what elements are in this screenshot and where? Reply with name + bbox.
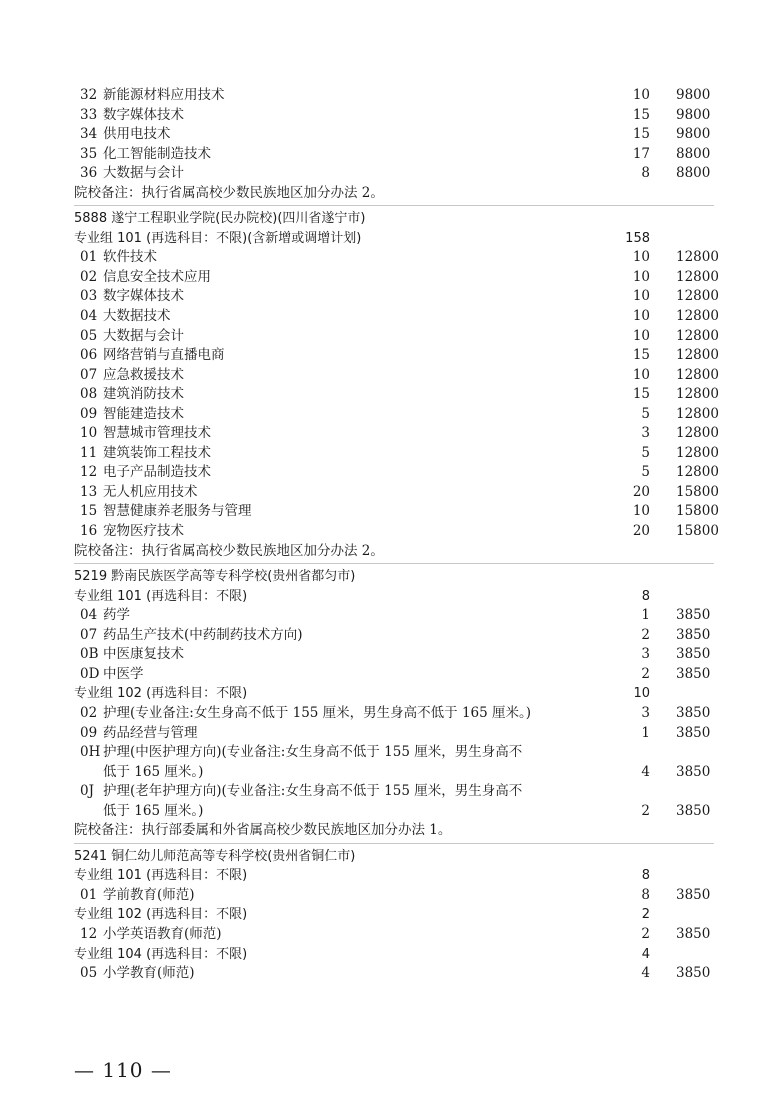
major-row [0,743,777,763]
major-name: 智慧健康养老服务与管理 [103,503,252,520]
tuition-fee: 12800 [676,366,719,383]
major-code: 05 [80,327,98,344]
plan-count: 20 [632,483,650,500]
school-section [0,203,777,561]
major-code: 0B [80,646,99,663]
major-row [0,444,777,464]
group-plan-count: 10 [633,686,650,702]
major-code: 0H [80,744,101,761]
major-row [0,346,777,366]
major-name: 建筑消防技术 [103,386,184,403]
tuition-fee: 3850 [676,665,711,682]
major-name: 新能源材料应用技术 [103,87,225,103]
major-row [0,626,777,646]
major-row [0,385,777,405]
major-row [0,645,777,665]
major-group-label: 专业组 104 (再选科目：不限) [74,946,248,962]
section-divider [74,205,714,206]
plan-count: 2 [641,802,650,819]
major-row [0,125,777,145]
major-name: 化工智能制造技术 [103,145,211,162]
school-note-row [0,184,777,204]
school-name: 5241 铜仁幼儿师范高等专科学校(贵州省铜仁市) [74,848,356,864]
plan-count: 3 [641,646,650,663]
major-code: 09 [80,405,98,422]
major-code: 0D [80,665,100,682]
major-group-row [0,587,777,607]
major-code: 33 [80,106,98,123]
major-name: 大数据与会计 [103,165,184,182]
major-code: 04 [80,607,98,624]
major-group-row [0,684,777,704]
major-name: 无人机应用技术 [103,483,198,500]
tuition-fee: 9800 [676,87,711,103]
tuition-fee: 12800 [676,464,719,481]
section-divider [74,843,714,844]
major-row [0,606,777,626]
plan-count: 4 [641,965,650,982]
major-group-row [0,866,777,886]
plan-count: 10 [632,366,650,383]
plan-count: 10 [632,327,650,344]
plan-count: 15 [632,347,650,364]
plan-count: 8 [641,165,650,182]
major-row [0,665,777,685]
tuition-fee: 3850 [676,626,711,643]
major-row [0,463,777,483]
plan-count: 17 [632,145,650,162]
major-name: 学前教育(师范) [103,886,195,903]
major-row [0,964,777,984]
group-plan-count: 8 [641,588,650,604]
major-name: 应急救援技术 [103,366,184,383]
major-group-row [0,229,777,249]
plan-count: 2 [641,925,650,942]
major-row-continued [0,763,777,783]
plan-count: 3 [641,425,650,442]
tuition-fee: 12800 [676,386,719,403]
school-section [0,841,777,984]
section-divider [74,563,714,564]
major-row [0,405,777,425]
major-group-label: 专业组 102 (再选科目：不限) [74,907,248,923]
tuition-fee: 3850 [676,965,711,982]
major-row [0,502,777,522]
tuition-fee: 12800 [676,327,719,344]
major-name: 药品经营与管理 [103,724,198,741]
major-code: 10 [80,425,98,442]
tuition-fee: 12800 [676,308,719,325]
major-code: 35 [80,145,98,162]
major-row [0,327,777,347]
major-name: 大数据与会计 [103,327,184,344]
major-row [0,522,777,542]
major-code: 07 [80,626,98,643]
major-group-label: 专业组 101 (再选科目：不限) [74,868,248,884]
major-code: 32 [80,87,98,103]
plan-count: 10 [632,87,650,103]
plan-count: 10 [632,308,650,325]
plan-count: 15 [632,106,650,123]
school-header-row [0,567,777,587]
major-code: 03 [80,288,98,305]
major-code: 12 [80,464,98,481]
major-name: 小学英语教育(师范) [103,925,222,942]
school-section [0,86,777,203]
tuition-fee: 8800 [676,165,711,182]
major-name: 药学 [103,607,130,624]
major-code: 02 [80,704,98,721]
tuition-fee: 9800 [676,106,711,123]
tuition-fee: 12800 [676,288,719,305]
school-note-row [0,542,777,562]
tuition-fee: 12800 [676,444,719,461]
plan-count: 20 [632,523,650,540]
major-row [0,248,777,268]
major-code: 34 [80,126,98,143]
tuition-fee: 12800 [676,249,719,266]
major-name: 供用电技术 [103,126,171,143]
major-code: 11 [80,444,98,461]
major-row [0,704,777,724]
major-code: 16 [80,523,98,540]
group-plan-count: 8 [641,868,650,884]
plan-count: 8 [641,886,650,903]
major-code: 12 [80,925,98,942]
school-note: 院校备注：执行省属高校少数民族地区加分办法 2。 [74,542,384,559]
major-group-row [0,905,777,925]
tuition-fee: 3850 [676,802,711,819]
major-name-continued: 低于 165 厘米。) [103,763,204,780]
plan-count: 10 [632,249,650,266]
plan-count: 15 [632,386,650,403]
major-code: 0J [80,783,95,800]
major-name: 智慧城市管理技术 [103,425,211,442]
tuition-fee: 15800 [676,523,719,540]
tuition-fee: 15800 [676,483,719,500]
tuition-fee: 3850 [676,763,711,780]
major-row [0,483,777,503]
major-row [0,886,777,906]
major-row [0,268,777,288]
plan-count: 3 [641,704,650,721]
major-name: 电子产品制造技术 [103,464,211,481]
group-plan-count: 4 [641,946,650,962]
major-code: 05 [80,965,98,982]
major-code: 06 [80,347,98,364]
major-name: 数字媒体技术 [103,288,184,305]
major-row [0,307,777,327]
major-name: 护理(专业备注:女生身高不低于 155 厘米，男生身高不低于 165 厘米。) [103,704,532,721]
school-header-row [0,209,777,229]
major-code: 02 [80,268,98,285]
major-code: 01 [80,249,98,266]
major-row [0,145,777,165]
plan-count: 15 [632,126,650,143]
major-name: 建筑装饰工程技术 [103,444,211,461]
major-code: 01 [80,886,98,903]
major-row [0,287,777,307]
admission-plan-page [0,86,777,984]
tuition-fee: 3850 [676,704,711,721]
major-name: 大数据技术 [103,308,171,325]
major-name: 网络营销与直播电商 [103,347,225,364]
major-name: 护理(中医护理方向)(专业备注:女生身高不低于 155 厘米，男生身高不 [103,744,523,761]
major-code: 13 [80,483,98,500]
major-name: 智能建造技术 [103,405,184,422]
major-name: 小学教育(师范) [103,965,195,982]
tuition-fee: 3850 [676,646,711,663]
tuition-fee: 12800 [676,268,719,285]
major-name: 信息安全技术应用 [103,268,211,285]
major-row [0,106,777,126]
major-name: 中医学 [103,665,144,682]
major-row-continued [0,802,777,822]
school-note: 院校备注：执行部委属和外省属高校少数民族地区加分办法 1。 [74,822,452,839]
major-code: 04 [80,308,98,325]
tuition-fee: 8800 [676,145,711,162]
school-section [0,561,777,841]
tuition-fee: 3850 [676,607,711,624]
tuition-fee: 12800 [676,425,719,442]
school-note: 院校备注：执行省属高校少数民族地区加分办法 2。 [74,184,384,201]
group-plan-count: 158 [625,230,650,246]
major-name-continued: 低于 165 厘米。) [103,802,204,819]
tuition-fee: 9800 [676,126,711,143]
major-code: 07 [80,366,98,383]
major-name: 药品生产技术(中药制药技术方向) [103,626,303,643]
plan-count: 5 [641,444,650,461]
major-row [0,782,777,802]
major-name: 护理(老年护理方向)(专业备注:女生身高不低于 155 厘米，男生身高不 [103,783,523,800]
tuition-fee: 12800 [676,405,719,422]
tuition-fee: 3850 [676,886,711,903]
major-code: 36 [80,165,98,182]
school-header-row [0,847,777,867]
major-group-label: 专业组 101 (再选科目：不限) [74,588,248,604]
major-row [0,424,777,444]
plan-count: 10 [632,288,650,305]
page-number: — 110 — [74,1058,172,1082]
plan-count: 1 [641,724,650,741]
tuition-fee: 3850 [676,925,711,942]
major-group-label: 专业组 102 (再选科目：不限) [74,686,248,702]
plan-count: 2 [641,626,650,643]
plan-count: 10 [632,503,650,520]
major-row [0,366,777,386]
school-name: 5219 黔南民族医学高等专科学校(贵州省都匀市) [74,569,356,585]
major-name: 中医康复技术 [103,646,184,663]
plan-count: 5 [641,464,650,481]
plan-count: 5 [641,405,650,422]
plan-count: 10 [632,268,650,285]
major-group-row [0,945,777,965]
tuition-fee: 3850 [676,724,711,741]
plan-count: 1 [641,607,650,624]
major-row [0,164,777,184]
major-code: 15 [80,503,98,520]
plan-count: 4 [641,763,650,780]
major-name: 软件技术 [103,249,157,266]
major-name: 数字媒体技术 [103,106,184,123]
major-code: 09 [80,724,98,741]
tuition-fee: 15800 [676,503,719,520]
major-group-label: 专业组 101 (再选科目：不限)(含新增或调增计划) [74,230,362,246]
group-plan-count: 2 [641,907,650,923]
major-code: 08 [80,386,98,403]
major-row [0,86,777,106]
major-row [0,724,777,744]
tuition-fee: 12800 [676,347,719,364]
major-row [0,925,777,945]
major-name: 宠物医疗技术 [103,523,184,540]
plan-count: 2 [641,665,650,682]
school-note-row [0,821,777,841]
school-name: 5888 遂宁工程职业学院(民办院校)(四川省遂宁市) [74,211,366,227]
